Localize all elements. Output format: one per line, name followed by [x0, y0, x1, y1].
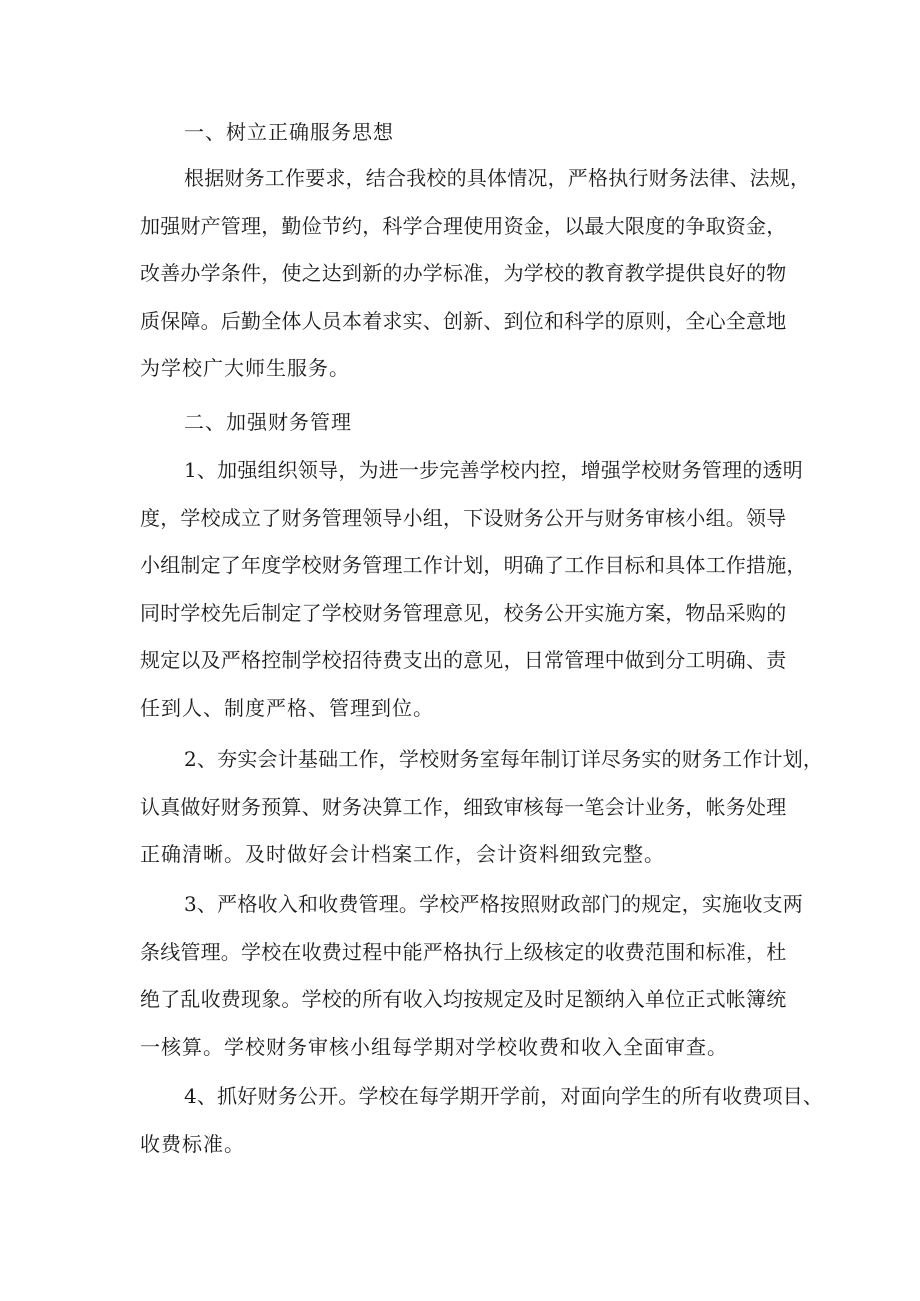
paragraph-income-management	[140, 892, 803, 1082]
text-line: 正确清晰。及时做好会计档案工作，会计资料细致完整。	[140, 842, 665, 867]
text-line: 根据财务工作要求，结合我校的具体情况，严格执行财务法律、法规，	[184, 166, 811, 190]
section-heading-1: 一、树立正确服务思想	[184, 120, 394, 144]
text-line: 加强财产管理，勤俭节约，科学合理使用资金，以最大限度的争取资金，	[140, 213, 787, 238]
text-line: 同时学校先后制定了学校财务管理意见，校务公开实施方案，物品采购的	[140, 600, 787, 625]
text-line: 认真做好财务预算、财务决算工作，细致审核每一笔会计业务，帐务处理	[140, 794, 787, 819]
text-line: 1、加强组织领导，为进一步完善学校内控，增强学校财务管理的透明	[184, 458, 803, 482]
text-line: 一核算。学校财务审核小组每学期对学校收费和收入全面审查。	[140, 1034, 728, 1059]
text-line: 改善办学条件，使之达到新的办学标准，为学校的教育教学提供良好的物	[140, 261, 787, 286]
text-line: 为学校广大师生服务。	[140, 356, 350, 381]
text-line: 规定以及严格控制学校招待费支出的意见，日常管理中做到分工明确、责	[140, 648, 787, 673]
paragraph-organization	[140, 458, 807, 744]
text-line: 收费标准。	[140, 1131, 245, 1156]
section-heading-2: 二、加强财务管理	[184, 410, 352, 434]
paragraph-service-thinking	[140, 166, 811, 404]
text-line: 3、严格收入和收费管理。学校严格按照财政部门的规定，实施收支两	[184, 892, 803, 916]
text-line: 质保障。后勤全体人员本着求实、创新、到位和科学的原则，全心全意地	[140, 308, 787, 333]
text-line: 条线管理。学校在收费过程中能严格执行上级核定的收费范围和标准，杜	[140, 939, 787, 964]
text-line: 度，学校成立了财务管理领导小组，下设财务公开与财务审核小组。领导	[140, 505, 787, 530]
paragraph-financial-disclosure	[140, 1084, 824, 1179]
text-line: 任到人、制度严格、管理到位。	[140, 695, 434, 720]
text-line: 2、夯实会计基础工作，学校财务室每年制订详尽务实的财务工作计划，	[184, 747, 824, 771]
paragraph-accounting-basis	[140, 747, 824, 890]
text-line: 4、抓好财务公开。学校在每学期开学前，对面向学生的所有收费项目、	[184, 1084, 824, 1108]
text-line: 绝了乱收费现象。学校的所有收入均按规定及时足额纳入单位正式帐簿统	[140, 987, 787, 1012]
text-line: 小组制定了年度学校财务管理工作计划，明确了工作目标和具体工作措施，	[140, 553, 807, 578]
